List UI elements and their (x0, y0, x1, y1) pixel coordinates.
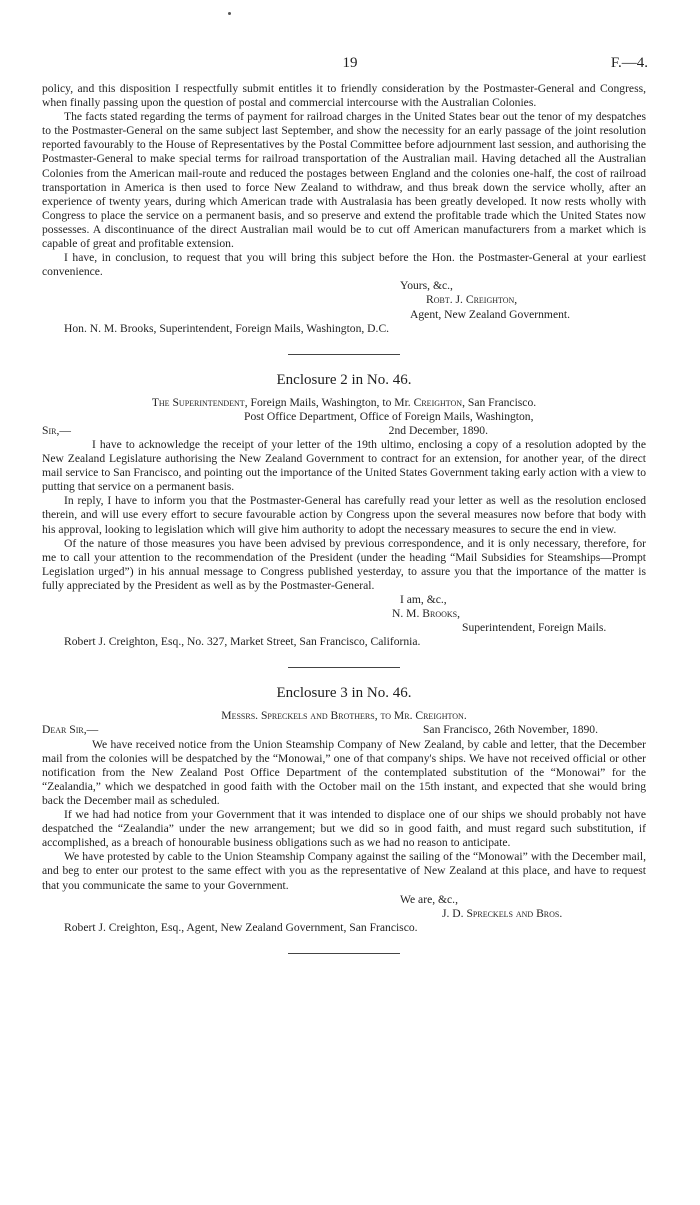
enclosure-from-line: Messrs. Spreckels and Brothers, to Mr. Creighton. (221, 709, 467, 723)
closing: Yours, &c., (400, 279, 453, 293)
enclosure-3 (42, 684, 646, 935)
paragraph: If we had had notice from your Government that it was intended to displace one of our ships we should probably not have despatched the “Zealandia” under the new arrangement; but we did so in good faith, and must regard such substitution, if accomplished, as a breach of honourable business obligations such as we had no reason to anticipate. (42, 808, 646, 850)
salutation-row (42, 424, 646, 438)
from-rest: , Foreign Mails, Washington, to Mr. (244, 395, 414, 409)
section-divider (288, 354, 400, 355)
letter-continuation (42, 82, 646, 336)
page-number: 19 (342, 55, 358, 71)
enclosure-2 (42, 371, 646, 650)
enclosure-from-line (42, 396, 646, 410)
paragraph: We have received notice from the Union Steamship Company of New Zealand, by cable and letter, that the December mail from the colonies will be despatched by the “Monowai,” one of that company's ships. We have not received official or other notification from the New Zealand Post Office Department of the contemplated substitution of the “Monowai” for the “Zealandia,” which we despatched in good faith with the October mail on the 15th instant, and expected that she would bring back the December mail as scheduled. (42, 737, 646, 807)
paragraph: We have protested by cable to the Union Steamship Company against the sailing of the “Monowai” with the December mail, and beg to enter our protest to the same effect with you as the representative of New Zealand at this place, and have to request that you communicate the same to your Government. (42, 850, 646, 892)
address-line: Post Office Department, Office of Foreign Mails, Washington, (244, 409, 534, 423)
letter-date: 2nd December, 1890. (388, 423, 488, 437)
signature-title: Agent, New Zealand Government. (410, 307, 571, 321)
section-divider (288, 953, 400, 954)
main-column (42, 82, 646, 970)
from-label: The Superintendent (151, 395, 245, 409)
paragraph: I have to acknowledge the receipt of your letter of the 19th ultimo, enclosing a copy of a resolution adopted by the New Zealand Legislature authorising the New Zealand Government to contract for an extension, for another year, of the direct mail service to San Francisco, and pointing out the importance of the United States Government taking early action with a view to putting that service on a permanent basis. (42, 437, 647, 494)
signature: Robt. J. Creighton, (426, 293, 518, 307)
salutation: Dear Sir,— (42, 723, 99, 737)
page-reference: F.—4. (610, 55, 648, 71)
addressee: Robert J. Creighton, Esq., No. 327, Market Street, San Francisco, California. (64, 635, 421, 649)
ink-speck (228, 12, 231, 15)
salutation-row (42, 723, 646, 737)
letter-date: San Francisco, 26th November, 1890. (422, 723, 598, 737)
addressee: Hon. N. M. Brooks, Superintendent, Foreign Mails, Washington, D.C. (64, 321, 390, 335)
addressee: Robert J. Creighton, Esq., Agent, New Zealand Government, San Francisco. (64, 920, 418, 934)
salutation: Sir,— (42, 423, 71, 437)
to-name: Creighton (413, 395, 463, 409)
to-place: , San Francisco. (462, 395, 537, 409)
signature: J. D. Spreckels and Bros. (442, 906, 563, 920)
signature: N. M. Brooks, (392, 607, 461, 621)
paragraph: In reply, I have to inform you that the Postmaster-General has carefully read your letter as well as the resolution enclosed therein, and will use every effort to secure favourable action by Congress upon the several measures now before that body with his approval, looking to legislation which will give him authority to adopt the necessary measures to secure the end in view. (42, 494, 646, 536)
paragraph: I have, in conclusion, to request that you will bring this subject before the Hon. the Postmaster-General at your earliest convenience. (42, 251, 646, 279)
enclosure-heading: Enclosure 3 in No. 46. (276, 685, 412, 702)
signature-title: Superintendent, Foreign Mails. (462, 621, 607, 635)
paragraph: policy, and this disposition I respectfully submit entitles it to friendly consideration by the Postmaster-General and Congress, when finally passing upon the question of postal and commercial intercourse with the Australian Colonies. (42, 82, 646, 110)
paragraph: The facts stated regarding the terms of payment for railroad charges in the United States bear out the tenor of my despatches to the Postmaster-General on the same subject last September, and show the necessity for an early passage of the joint resolution reported favourably to the House of Representatives by the Postal Committee before adjournment last session, and authorising the Postmaster-General to make special terms for railroad transportation of the Australian mail. Having detached all the Australian Colonies from the American mail-route and reduced the postages between England and the colonies one-half, the cost of railroad transportation in America is then used to force New Zealand to withdraw, and thus break down the service wholly, after an experience of twenty years, during which American trade with Australasia has been greatly developed. It now rests wholly with Congress to place the service on a permanent basis, and so preserve and extend the profitable trade which the United States now possesses. A discontinuance of the direct Australian mail would be to cut off American manufacturers from a market which is capable of great and profitable extension. (42, 110, 646, 251)
paragraph: Of the nature of those measures you have been advised by previous correspondence, and it is only necessary, therefore, for me to call your attention to the recommendation of the President (under the heading “Mail Subsidies for Steamships—Prompt Legislation urged”) in his annual message to Congress published yesterday, to assure you that the importance of the matter is fully appreciated by the President as well as by the Postmaster-General. (42, 536, 646, 592)
closing: We are, &c., (400, 892, 458, 906)
closing: I am, &c., (400, 593, 447, 606)
enclosure-heading: Enclosure 2 in No. 46. (276, 371, 412, 388)
section-divider (288, 667, 400, 668)
